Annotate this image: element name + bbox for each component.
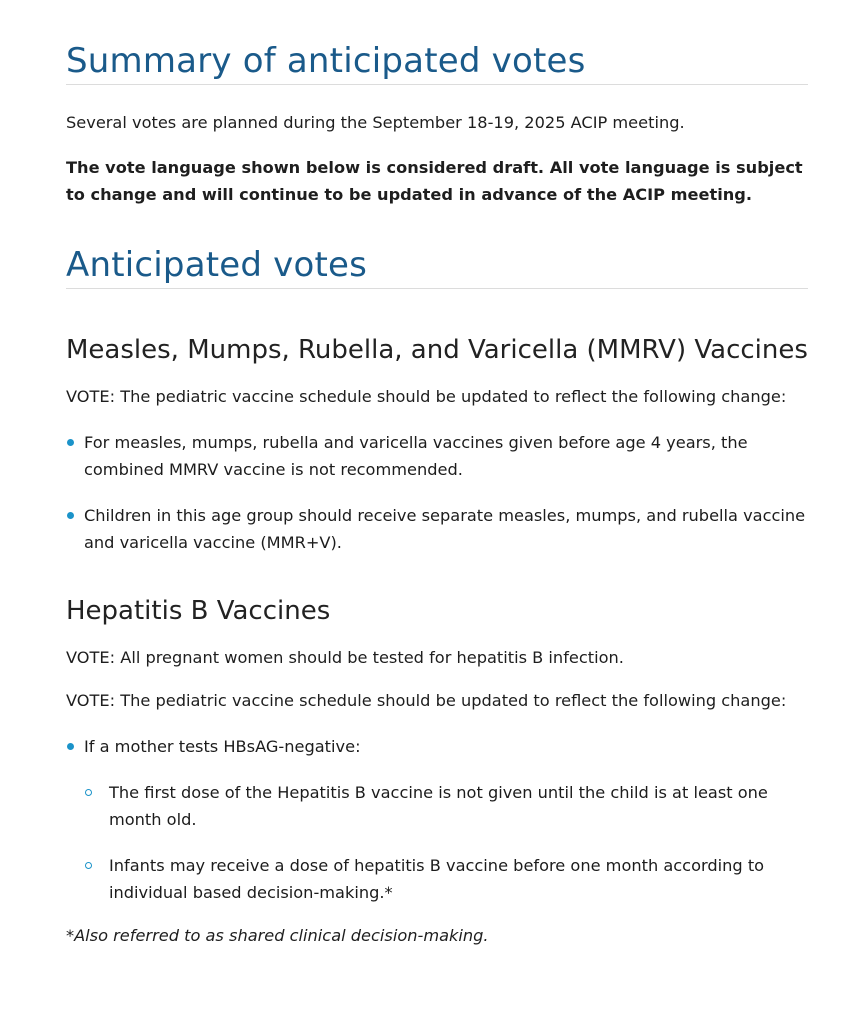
list-item-text: Children in this age group should receive separate measles, mumps, and rubella vaccine and varicella vaccine (MMR+V). — [84, 506, 806, 552]
circle-bullet-icon — [85, 789, 92, 796]
circle-bullet-icon — [85, 862, 92, 869]
draft-notice: The vote language shown below is considered draft. All vote language is subject to change and will continue to be updated in advance of the ACIP meeting. — [66, 158, 803, 204]
list-item — [66, 429, 808, 483]
anticipated-votes-heading: Anticipated votes — [66, 244, 808, 289]
hepb-vote-schedule: VOTE: The pediatric vaccine schedule should be updated to reflect the following change: — [66, 691, 787, 710]
hepb-sub-bullet-list — [84, 779, 808, 906]
summary-heading: Summary of anticipated votes — [66, 40, 808, 85]
footnote: *Also referred to as shared clinical decision-making. — [66, 926, 489, 945]
mmrv-vote-text: VOTE: The pediatric vaccine schedule should be updated to reflect the following change: — [66, 387, 787, 406]
bullet-icon — [67, 512, 74, 519]
hepatitis-b-heading: Hepatitis B Vaccines — [66, 596, 331, 626]
list-item-text: For measles, mumps, rubella and varicella vaccines given before age 4 years, the combined MMRV vaccine is not recommended. — [84, 433, 748, 479]
bullet-icon — [67, 743, 74, 750]
list-item — [66, 502, 808, 556]
list-item — [66, 733, 808, 906]
mmrv-heading: Measles, Mumps, Rubella, and Varicella (MMRV) Vaccines — [66, 335, 808, 365]
sub-list-item-text: Infants may receive a dose of hepatitis B vaccine before one month according to individual based decision-making.* — [109, 856, 765, 902]
hepb-bullet-list — [66, 733, 808, 906]
hepb-vote-testing: VOTE: All pregnant women should be tested for hepatitis B infection. — [66, 648, 624, 667]
summary-intro: Several votes are planned during the September 18-19, 2025 ACIP meeting. — [66, 113, 685, 132]
list-item-text: If a mother tests HBsAG-negative: — [84, 737, 361, 756]
bullet-icon — [67, 439, 74, 446]
sub-list-item — [84, 779, 808, 833]
mmrv-bullet-list — [66, 429, 808, 556]
sub-list-item-text: The first dose of the Hepatitis B vaccine is not given until the child is at least one month old. — [109, 783, 768, 829]
sub-list-item — [84, 852, 808, 906]
